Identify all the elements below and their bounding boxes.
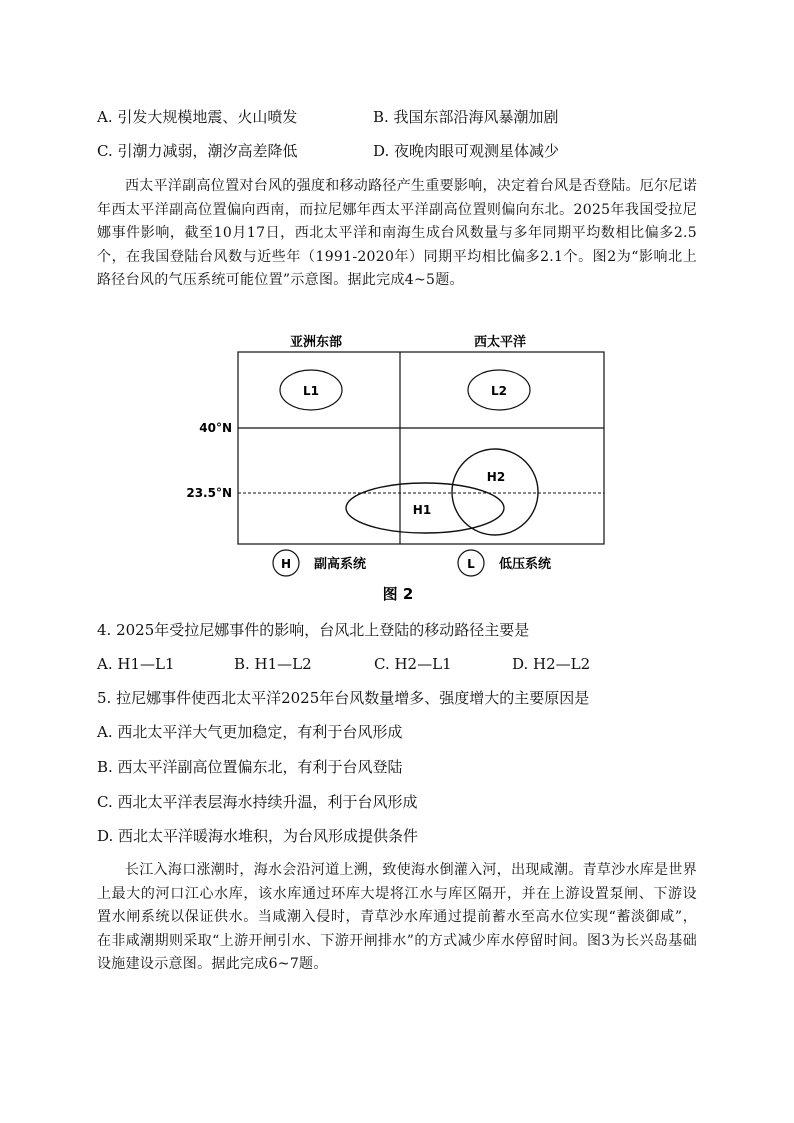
col-header-east-asia: 亚洲东部 xyxy=(289,335,343,350)
high-h2-circle xyxy=(452,449,538,535)
legend-l-symbol: L xyxy=(467,557,475,571)
q5-option-c: C. 西北太平洋表层海水持续升温，利于台风形成 xyxy=(97,793,418,811)
low-l2-label: L2 xyxy=(491,384,507,398)
q4-option-c: C. H2—L1 xyxy=(374,655,452,673)
label-23-5n: 23.5°N xyxy=(186,486,232,500)
q5-option-d: D. 西北太平洋暖海水堆积，为台风形成提供条件 xyxy=(97,827,419,845)
col-header-west-pacific: 西太平洋 xyxy=(473,335,527,350)
passage-qingcaosha-reservoir: 长江入海口涨潮时，海水会沿河道上溯，致使海水倒灌入河，出现咸潮。青草沙水库是世界上最大的河口江心水库，该水库通过环库大堤将江水与库区隔开，并在上游设置泵闸、下游设置水闸系统以保证供水。当咸潮入侵时，青草沙水库通过提前蓄水至高水位实现“蓄淡御咸”，在非咸潮期则采取“上游开闸引水、下游开闸排水”的方式减少库水停留时间。图3为长兴岛基础设施建设示意图。据此完成6~7题。 xyxy=(97,862,697,972)
figure-caption: 图 2 xyxy=(382,585,414,603)
high-h1-label: H1 xyxy=(412,503,432,517)
q4-option-a: A. H1—L1 xyxy=(97,655,175,673)
q5-option-a: A. 西北太平洋大气更加稳定，有利于台风形成 xyxy=(97,723,403,741)
legend-h-symbol: H xyxy=(280,557,292,571)
q5-stem: 5. 拉尼娜事件使西北太平洋2025年台风数量增多、强度增大的主要原因是 xyxy=(97,689,590,707)
q4-stem: 4. 2025年受拉尼娜事件的影响，台风北上登陆的移动路径主要是 xyxy=(97,621,530,639)
q3-option-c: C. 引潮力减弱，潮汐高差降低 xyxy=(97,142,298,160)
q3-option-b: B. 我国东部沿海风暴潮加剧 xyxy=(373,108,559,126)
q3-option-a: A. 引发大规模地震、火山喷发 xyxy=(97,108,298,126)
high-h2-label: H2 xyxy=(486,470,506,484)
legend-l-label: 低压系统 xyxy=(499,557,552,572)
legend-h-label: 副高系统 xyxy=(314,557,367,572)
figure-2-pressure-systems xyxy=(180,330,620,614)
q3-option-d: D. 夜晚肉眼可观测星体减少 xyxy=(373,142,560,160)
low-l1-label: L1 xyxy=(303,384,319,398)
label-40n: 40°N xyxy=(199,421,232,435)
passage-subtropical-high: 西太平洋副高位置对台风的强度和移动路径产生重要影响，决定着台风是否登陆。厄尔尼诺年西太平洋副高位置偏向西南，而拉尼娜年西太平洋副高位置则偏向东北。2025年我国受拉尼娜事件影响，截至10月17日，西北太平洋和南海生成台风数量与多年同期平均数相比偏多2.5个，在我国登陆台风数与近些年（1991-2020年）同期平均相比偏多2.1个。图2为“影响北上路径台风的气压系统可能位置”示意图。据此完成4~5题。 xyxy=(97,178,697,288)
q5-option-b: B. 西太平洋副高位置偏东北，有利于台风登陆 xyxy=(97,758,403,776)
q4-option-d: D. H2—L2 xyxy=(512,655,591,673)
q4-option-b: B. H1—L2 xyxy=(234,655,312,673)
figure-2-svg xyxy=(180,330,620,610)
